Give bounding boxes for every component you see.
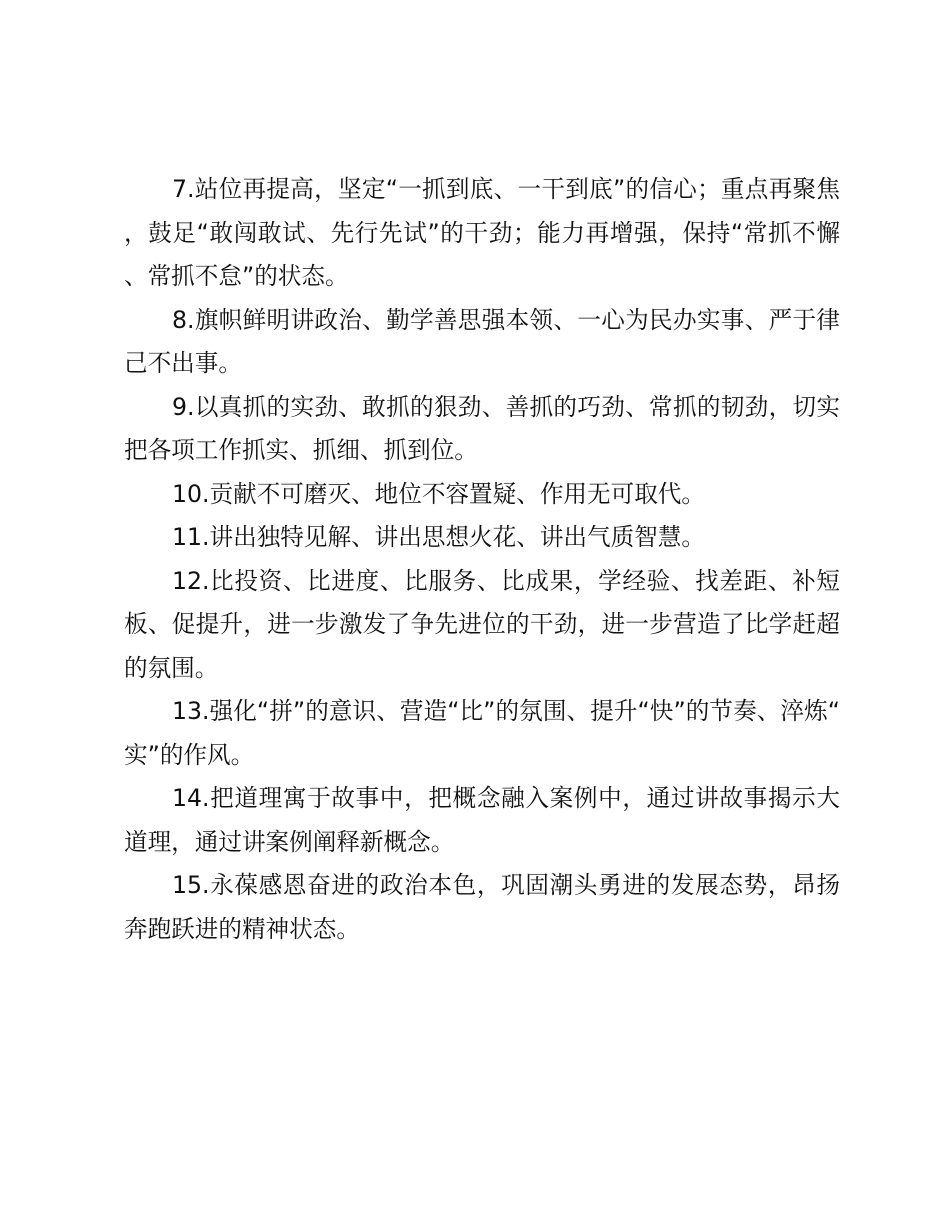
paragraph-13: 13.强化“拼”的意识、营造“比”的氛围、提升“快”的节奏、淬炼“实”的作风。 [124, 697, 840, 769]
document-body [124, 168, 840, 951]
paragraph-14: 14.把道理寓于故事中，把概念融入案例中，通过讲故事揭示大道理，通过讲案例阐释新概念。 [124, 784, 840, 856]
paragraph-7: 7.站位再提高，坚定“一抓到底、一干到底”的信心；重点再聚焦，鼓足“敢闯敢试、先行先试”的干劲；能力再增强，保持“常抓不懈、常抓不怠”的状态。 [124, 175, 840, 290]
paragraph-9: 9.以真抓的实劲、敢抓的狠劲、善抓的巧劲、常抓的韧劲，切实把各项工作抓实、抓细、抓到位。 [124, 392, 840, 464]
paragraph-15: 15.永葆感恩奋进的政治本色，巩固潮头勇进的发展态势，昂扬奔跑跃进的精神状态。 [124, 871, 840, 943]
paragraph-12: 12.比投资、比进度、比服务、比成果，学经验、找差距、补短板、促提升，进一步激发了争先进位的干劲，进一步营造了比学赶超的氛围。 [124, 566, 840, 682]
paragraph-10: 10.贡献不可磨灭、地位不容置疑、作用无可取代。 [172, 479, 705, 508]
paragraph-11: 11.讲出独特见解、讲出思想火花、讲出气质智慧。 [172, 523, 705, 551]
paragraph-8: 8.旗帜鲜明讲政治、勤学善思强本领、一心为民办实事、严于律己不出事。 [124, 305, 840, 377]
